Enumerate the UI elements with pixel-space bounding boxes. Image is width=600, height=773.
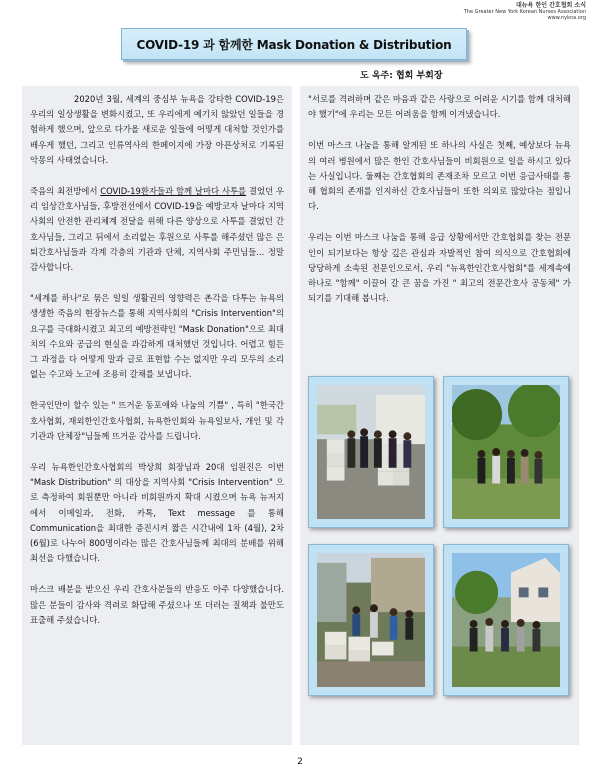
masthead-title: 대뉴욕 한인 간호협회 소식 [515, 2, 586, 9]
paragraph-distribution: 우리 뉴욕한인간호사협회의 박상희 회장님과 20대 임원진은 이번 "Mask Distribution" 의 대상을 지역사회 "Crisis Intervention" 으로 측정하여 회원뿐만 아니라 비회원까지 확대 시켰으며 뉴욕 뉴저지에서 이메일과, 전화, 카톡, Text message 를 통해 Communication을 최대한 증진시켜 짧은 시간내에 1차 (4월), 2차 (6월)로 나누어 800명이라는 많은 간호사님들께 최대의 분배를 위해 최선을 다했습니다. [30, 462, 284, 564]
paragraph-hope: 우리는 이번 마스크 나눔을 통해 응급 상황에서만 간호협회를 찾는 전문인이 되기보다는 항상 깊은 관심과 자발적인 참여 의식으로 간호협회에 당당하게 소속된 전문인으로서, 우리 "뉴욕한인간호사협회"를 세계속에 하나로 "함께" 이끌어 갈 큰 꿈을 가진 " 최고의 전문간호사 공동체" 가 되기를 기대해 봅니다. [308, 232, 571, 304]
photo-frame [308, 376, 434, 528]
photo-frame [308, 544, 434, 696]
photo-group-park [452, 385, 560, 519]
masthead [464, 3, 586, 21]
photo-frame [443, 544, 569, 696]
left-column [22, 86, 292, 745]
paragraph-thanks-start: 죽음의 최전방에서 [30, 186, 101, 197]
paragraph-reactions: 마스크 배분을 받으신 우리 간호사분들의 반응도 아주 다양했습니다. 많은 분들이 감사와 격려로 화답해 주셨으나 또 더러는 질책과 불만도 표출해 주셨습니다. [30, 584, 284, 625]
paragraph-encourage: "서로를 격려하며 같은 마음과 같은 사랑으로 어려운 시기를 함께 대처해야 했기"에 우리는 모든 어려움을 함께 이겨냈습니다. [308, 94, 571, 120]
photo-volunteers-boxes [317, 385, 425, 519]
paragraph-findings: 이번 마스크 나눔을 통해 알게된 또 하나의 사실은 첫째, 예상보다 뉴욕의 여러 병원에서 많은 한인 간호사님들이 비회원으로 일을 하시고 있다는 사실입니다. 둘째는 간호협회의 존재조차 모르고 이번 응급사태를 통해 협회의 존재를 인지하신 간호사님들이 또한 의외로 많았다는 점입니다. [308, 140, 571, 212]
paragraph-crisis: "세계를 하나"로 묶은 일일 생활권의 영향력은 촌각을 다투는 뉴욕의 생생한 죽음의 현장뉴스를 통해 지역사회의 "Crisis Intervention"의 요구를 극대화시켰고 최고의 예방전략인 "Mask Donation"으로 최대치의 수요와 공급의 현실을 과감하게 대처했던 것입니다. 어렵고 힘든 그 과정을 다 어떻게 말과 글로 표현할 수는 없지만 우리 모두의 소리없는 수고와 노고에 조용히 갈채를 보냅니다. [30, 293, 284, 380]
paragraph-intro: 2020년 3월, 세계의 중심부 뉴욕을 강타한 COVID-19은 우리의 일상생활을 변화시켰고, 또 우리에게 예기치 않았던 일들을 경험하게 했으며, 앞으로 다가올 새로운 일들에 어떻게 대처할 것인가를 배우게 했던, 그리고 인류역사의 한페이지에 가장 아픈상처로 기록된 악몽의 사태였습니다. [30, 94, 284, 165]
paragraph-thanks-rest: 결었던 우리 임상간호사님들, 후방전선에서 COVID-19을 예방코자 날마다 지역사회의 안전한 관리체계 전달을 위해 다른 양상으로 사투를 결었던 간호사님들, 그리고 뒤에서 소리없는 후원으로 사투를 해주셨던 많은 은퇴간호사님들과 각계 각층의 기관과 단체, 지역사회 주민님들... 정말 감사합니다. [30, 186, 285, 273]
paragraph-gratitude: 한국인만이 할수 있는 " 뜨거운 동포애와 나눔의 기쁨" , 특히 "한국간호사협회, 재외한인간호사협회, 뉴욕한인회와 뉴욕일보사, 개인 및 각 기관과 단체장"님들께 뜨거운 감사를 드립니다. [30, 400, 284, 441]
masthead-website: www.nykna.org [547, 15, 586, 21]
paragraph-thanks [30, 184, 284, 275]
page-number: 2 [297, 757, 303, 767]
photo-group-street [452, 553, 560, 687]
paragraph-thanks-underlined: COVID-19환자들과 함께 날마다 사투를 [100, 186, 247, 197]
photo-gallery [300, 370, 579, 745]
photo-distribution-table [317, 553, 425, 687]
photo-frame [443, 376, 569, 528]
masthead-subtitle: The Greater New York Korean Nurses Association [463, 9, 586, 15]
article-author: 도 옥주: 협회 부회장 [360, 71, 443, 81]
article-title: COVID-19 과 함께한 Mask Donation & Distribution [121, 28, 467, 60]
